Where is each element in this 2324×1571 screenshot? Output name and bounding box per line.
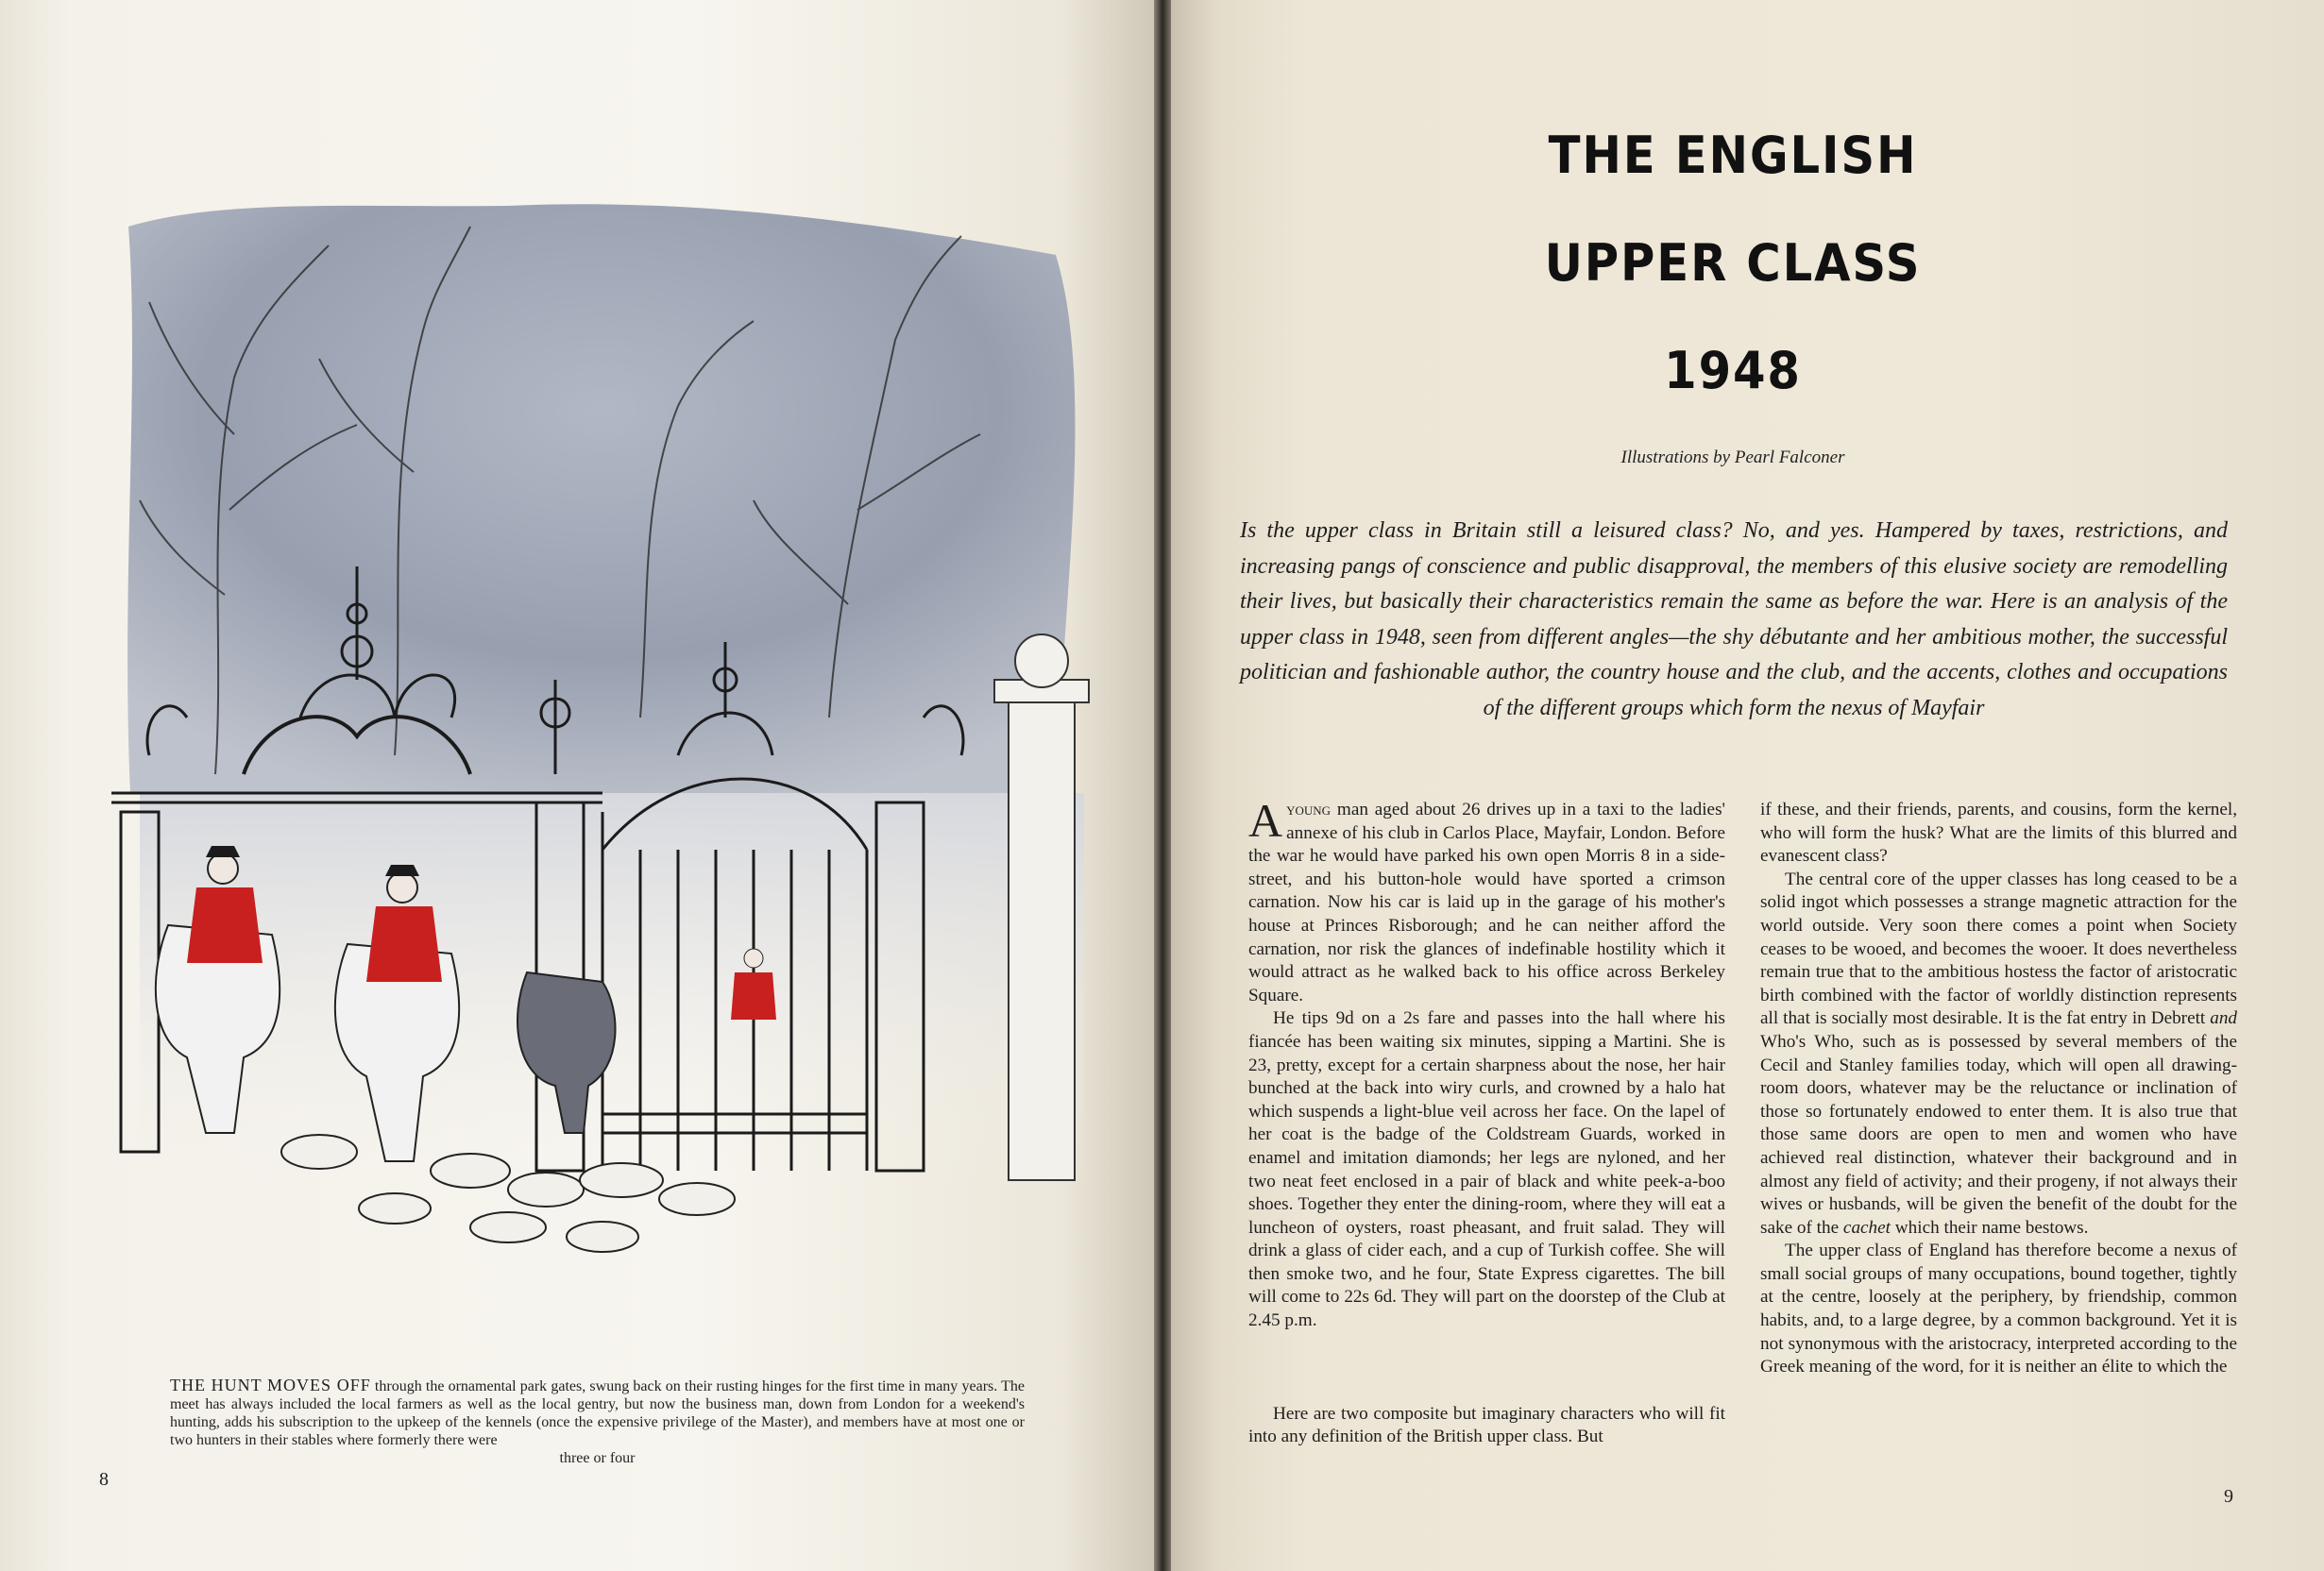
book-gutter: [1154, 0, 1171, 1571]
opening-small-caps: young: [1286, 800, 1332, 819]
body-column-1: [1248, 794, 1725, 1449]
caption-body: through the ornamental park gates, swung back on their rusting hinges for the first time in many years. The meet has always included the local farmers as well as the local gentry, but now the business man, down from London for a weekend's hunting, adds his subscription to the upkeep of the kennels (once the expensive privilege of the Master), and members have at most one or two hunters in their stables where formerly there were: [170, 1378, 1026, 1448]
title-line-2: UPPER CLASS: [1544, 233, 1922, 293]
page-number-left: 8: [99, 1469, 109, 1490]
hunt-illustration: [111, 189, 1112, 1303]
illustration-caption: [170, 1377, 1025, 1467]
drop-cap: A: [1248, 794, 1283, 847]
title-line-3: 1948: [1664, 341, 1802, 400]
page-number-right: 9: [2224, 1486, 2233, 1507]
column2-paragraph-3: The upper class of England has therefore become a nexus of small social groups of many occupations, bound together, tightly at the centre, loosely at the periphery, by friendship, common habits, and, to a large degree, by a common background. Yet it is not synonymous with the aristocracy, interpreted according to the Greek meaning of the word, for it is neither an élite to which the: [1760, 1241, 2237, 1377]
column2-paragraph-2-c: which their name bestows.: [1894, 1217, 2089, 1238]
ground-wash: [140, 793, 1084, 1190]
column2-paragraph-2-b: Who's Who, such as is possessed by several members of the Cecil and Stanley families today, which will open all drawing-room doors, whatever may be the reluctance or inclination of those so fortunately endowed to enter them. It is also true that those same doors are open to men and women who have achieved real distinction, whatever their background and in almost any field of activity; and their progeny, if not always their wives or husbands, will be given the benefit of the doubt for the sake of the: [1760, 1031, 2237, 1238]
column1-paragraph-3: Here are two composite but imaginary characters who will fit into any definition of the British upper class. But: [1248, 1403, 1725, 1447]
title-line-1: THE ENGLISH: [1548, 126, 1918, 185]
column2-paragraph-2-a: The central core of the upper classes has long ceased to be a solid ingot which possesses a strange magnetic attraction for the world outside. Very soon there comes a point when Society ceases to be wooed, and becomes the wooer. It does nevertheless remain true that to the ambitious hostess the factor of aristocratic birth combined with the factor of worldly distinction represents all that is socially most desirable. It is the fat entry in Debrett: [1760, 869, 2237, 1029]
article-title: [1268, 102, 2197, 425]
sky-wash: [127, 204, 1075, 793]
hunt-illustration-drawing: [111, 189, 1112, 1303]
stone-pillar: [994, 634, 1089, 1180]
article-intro: Is the upper class in Britain still a leisured class? No, and yes. Hampered by taxes, restrictions, and increasing pangs of conscience and public disapproval, the members of this elusive society are remodelling their lives, but basically their characteristics remain the same as before the war. Here is an analysis of the upper class in 1948, seen from different angles—the shy débutante and her ambitious mother, the successful politician and fashionable author, the country house and the club, and the accents, clothes and occupations of the different groups which form the nexus of Mayfair: [1240, 518, 2228, 720]
column2-paragraph-1: if these, and their friends, parents, and cousins, form the kernel, who will form the husk? What are the limits of this blurred and evanescent class?: [1760, 800, 2237, 867]
left-page: [0, 0, 1154, 1571]
caption-lead: THE HUNT MOVES OFF: [170, 1376, 371, 1394]
italic-cachet: cachet: [1842, 1217, 1891, 1238]
column1-paragraph-2: He tips 9d on a 2s fare and passes into the hall where his fiancée has been waiting six minutes, sipping a Martini. She is 23, pretty, except for a certain sharpness about the nose, her hair bunched at the back into wiry curls, and crowned by a halo hat which suspends a light-blue veil across her face. On the lapel of her coat is the badge of the Coldstream Guards, worked in enamel and imitation diamonds; her legs are nyloned, and her two neat feet enclosed in a pair of black and white peek-a-boo shoes. Together they enter the dining-room, where they will eat a luncheon of oysters, roast pheasant, and fruit salad. They will drink a glass of cider each, and a cup of Turkish coffee. She will then smoke two, and he four, State Express cigarettes. The bill will come to 22s 6d. They will part on the doorstep of the Club at 2.45 p.m.: [1248, 1008, 1725, 1331]
caption-last-line: three or four: [559, 1450, 636, 1466]
illustration-credit: Illustrations by Pearl Falconer: [1620, 448, 1845, 467]
body-column-2: [1760, 799, 2237, 1379]
column1-paragraph-1-text: man aged about 26 drives up in a taxi to the ladies' annexe of his club in Carlos Place, Mayfair, London. Before the war he would have parked his own open Morris 8 in a side-street, and his button-hole would have sported a crimson carnation. Now his car is laid up in the garage of his mother's house at Princes Risborough; and he can neither afford the carnation, nor risk the glances of indefinable hostility which it would attract as he walked back to his office across Berkeley Square.: [1248, 800, 1725, 1005]
column1-paragraph-1: [1248, 794, 1725, 1007]
column2-paragraph-2: [1760, 869, 2237, 1241]
italic-and: and: [2210, 1008, 2237, 1029]
